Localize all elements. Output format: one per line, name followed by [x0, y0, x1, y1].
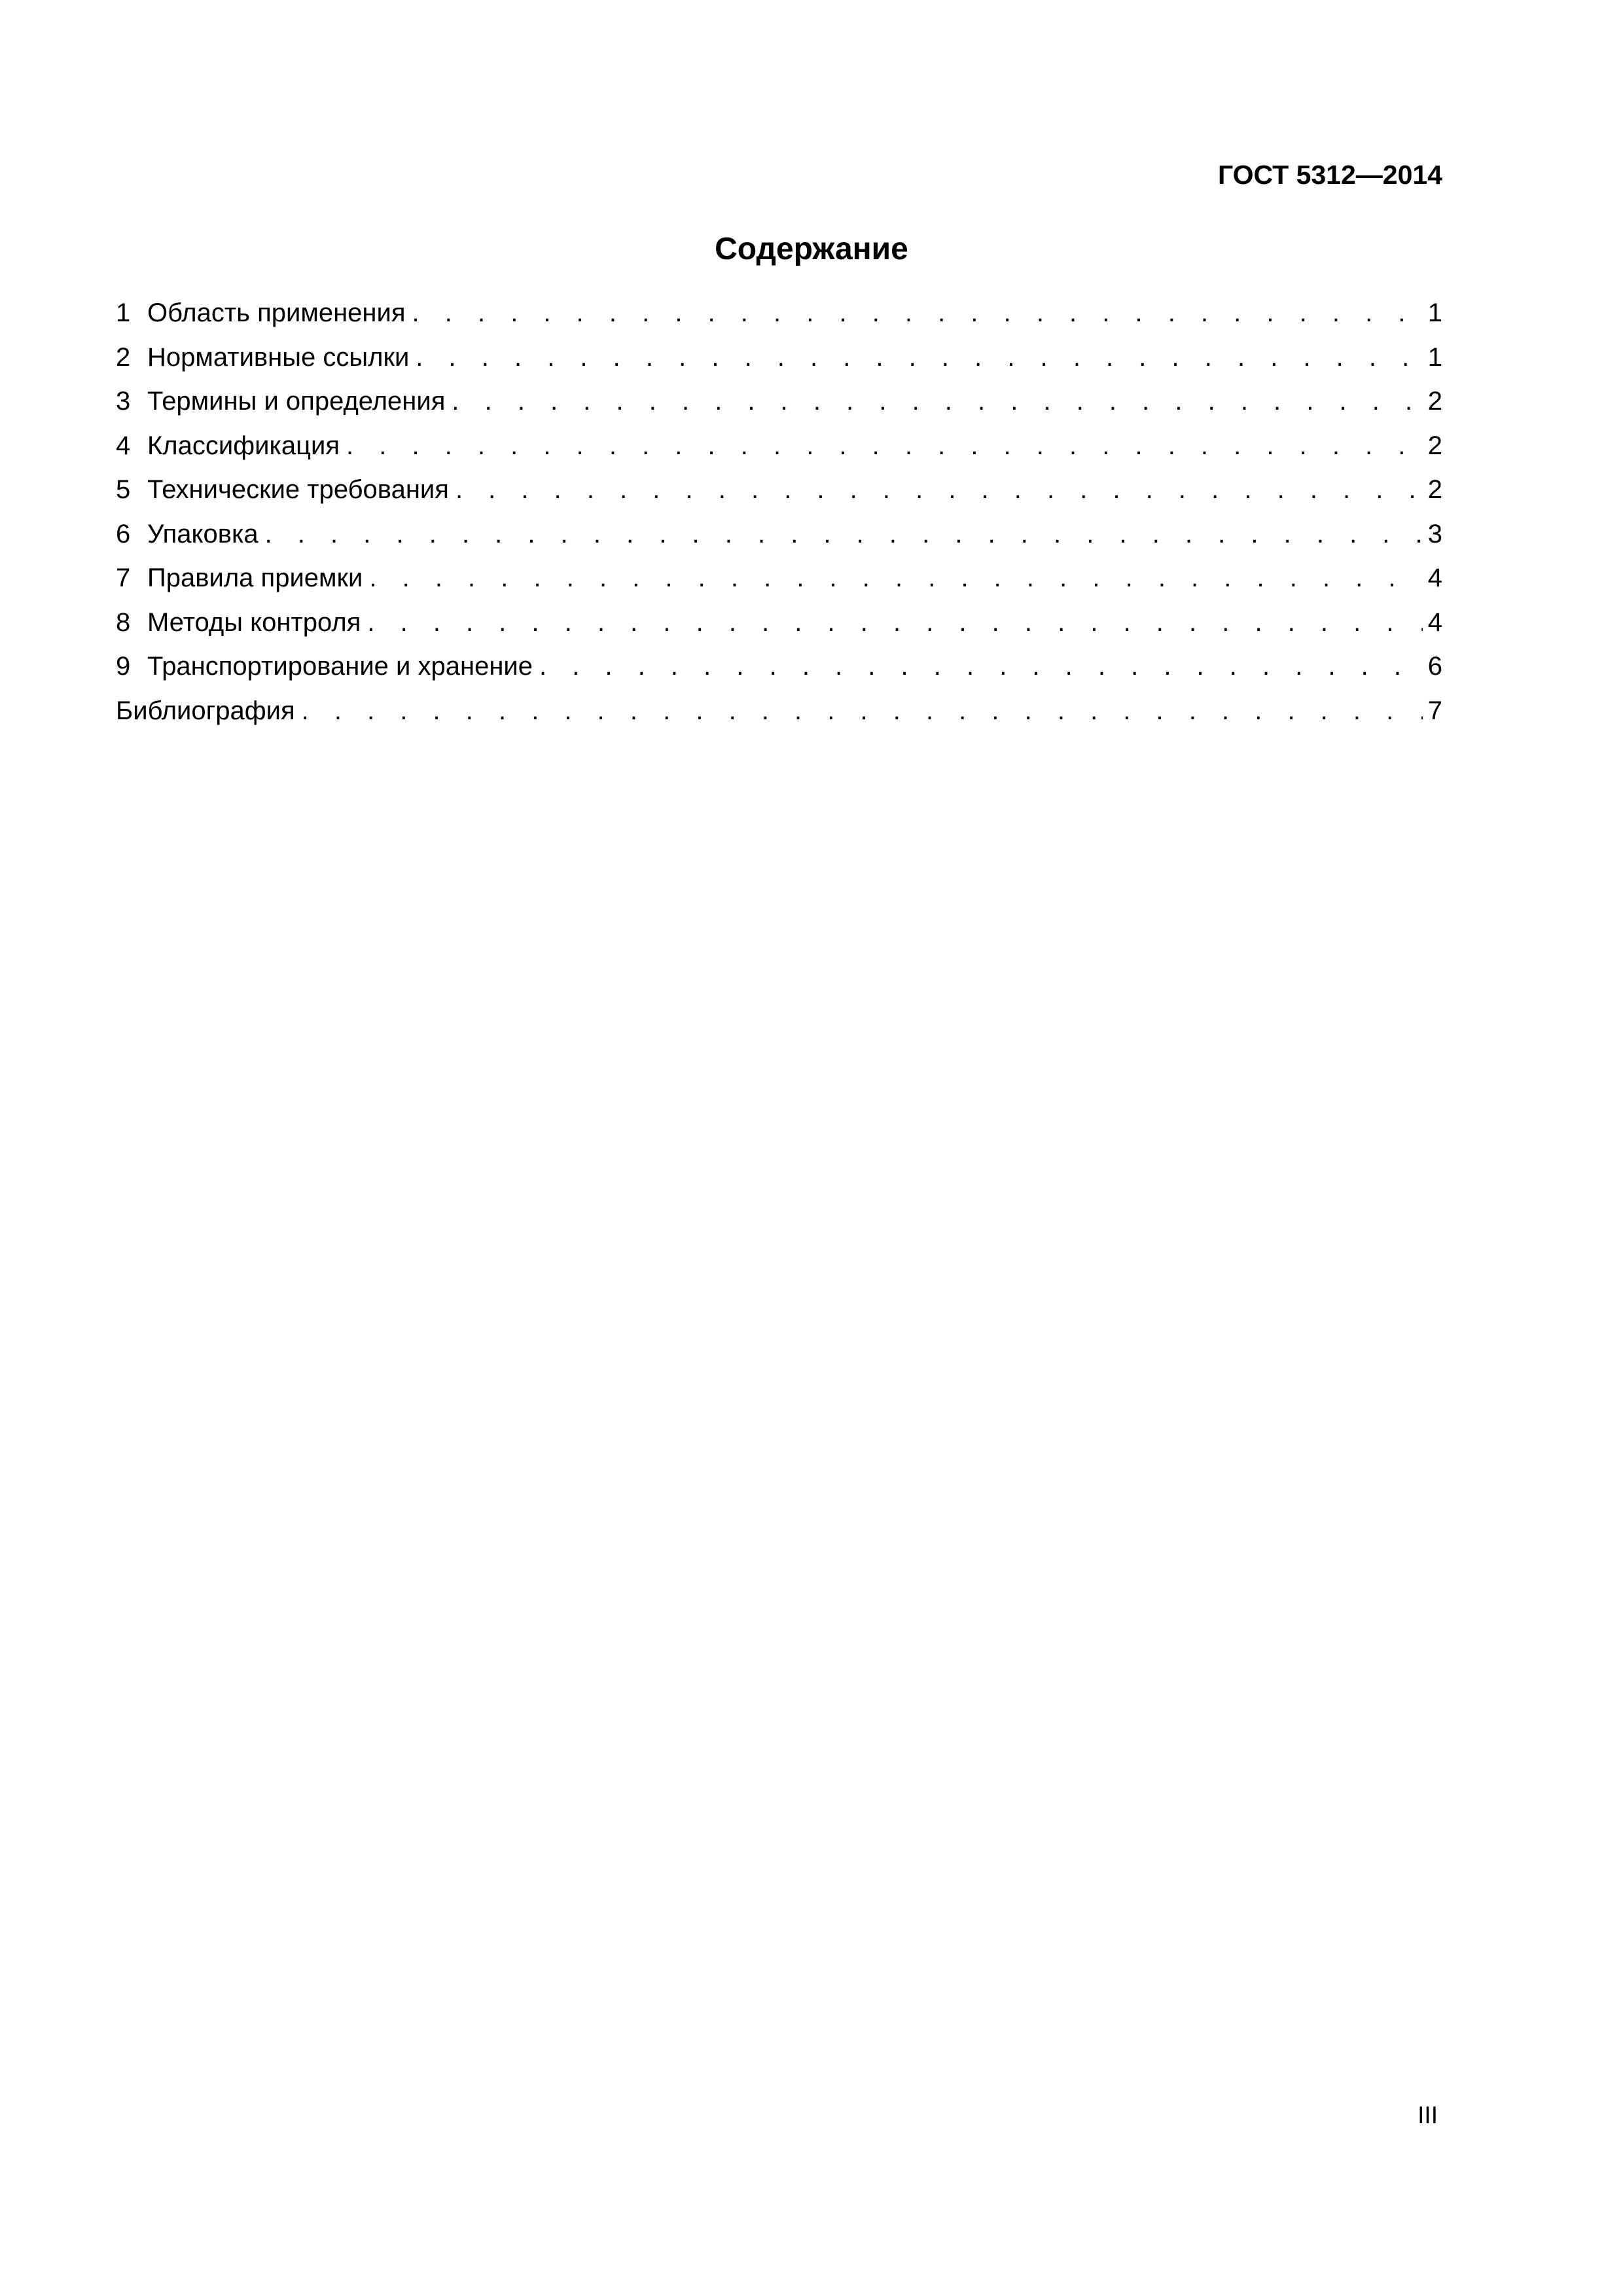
toc-entry-page: 2: [1427, 475, 1442, 504]
toc-entry-page: 2: [1427, 431, 1442, 460]
toc-entry-number: 6: [116, 519, 131, 548]
toc-entry-label: Библиография: [116, 698, 302, 724]
toc-entry-page: 7: [1427, 696, 1442, 725]
toc-dot-leader: [346, 433, 1423, 459]
toc-entry-page: 1: [1427, 298, 1442, 327]
toc-entry-label: Технические требования: [147, 476, 455, 503]
toc-dot-leader: [455, 476, 1423, 503]
page-number: III: [1418, 2102, 1438, 2128]
toc-dot-leader: [412, 300, 1423, 326]
toc-entry-label: Область применения: [147, 300, 412, 326]
toc-entry[interactable]: [116, 388, 1442, 433]
toc-entry-label: Термины и определения: [147, 388, 452, 414]
toc-entry-number: 2: [116, 342, 131, 372]
toc-entry-number: 3: [116, 387, 131, 416]
toc-entry-page: 2: [1427, 387, 1442, 416]
toc-dot-leader: [369, 565, 1422, 591]
toc-entry-label: Нормативные ссылки: [147, 344, 416, 370]
toc-entry-page: 4: [1427, 564, 1442, 592]
toc-entry-number: 5: [116, 475, 131, 504]
toc-entry[interactable]: [116, 609, 1442, 654]
toc-entry[interactable]: [116, 653, 1442, 698]
toc-entry[interactable]: [116, 344, 1442, 389]
toc-entry[interactable]: [116, 521, 1442, 565]
document-code-header: ГОСТ 5312—2014: [1217, 160, 1442, 190]
toc-dot-leader: [539, 653, 1423, 679]
toc-entry-number: 4: [116, 431, 131, 460]
toc-dot-leader: [452, 388, 1422, 414]
toc-entry-number: 8: [116, 607, 131, 637]
toc-entry-number: 1: [116, 298, 131, 327]
toc-entry[interactable]: [116, 565, 1442, 609]
toc-entry-page: 4: [1427, 607, 1442, 637]
toc-entry-bibliography[interactable]: [116, 698, 1442, 742]
table-of-contents: [116, 300, 1442, 742]
toc-entry-number: 7: [116, 564, 131, 592]
toc-entry[interactable]: [116, 433, 1442, 477]
toc-entry-page: 1: [1427, 342, 1442, 372]
toc-entry-page: 3: [1427, 519, 1442, 548]
toc-entry-page: 6: [1427, 652, 1442, 681]
toc-entry-label: Классификация: [147, 433, 346, 459]
toc-dot-leader: [367, 609, 1422, 636]
toc-entry-label: Методы контроля: [147, 609, 367, 636]
toc-title: Содержание: [715, 232, 908, 266]
toc-entry-label: Упаковка: [147, 521, 265, 547]
toc-entry[interactable]: [116, 476, 1442, 521]
toc-entry-label: Транспортирование и хранение: [147, 653, 539, 679]
toc-entry-number: 9: [116, 652, 131, 681]
toc-entry-label: Правила приемки: [147, 565, 369, 591]
toc-dot-leader: [302, 698, 1423, 724]
toc-dot-leader: [265, 521, 1423, 547]
toc-entry[interactable]: [116, 300, 1442, 344]
toc-dot-leader: [416, 344, 1422, 370]
